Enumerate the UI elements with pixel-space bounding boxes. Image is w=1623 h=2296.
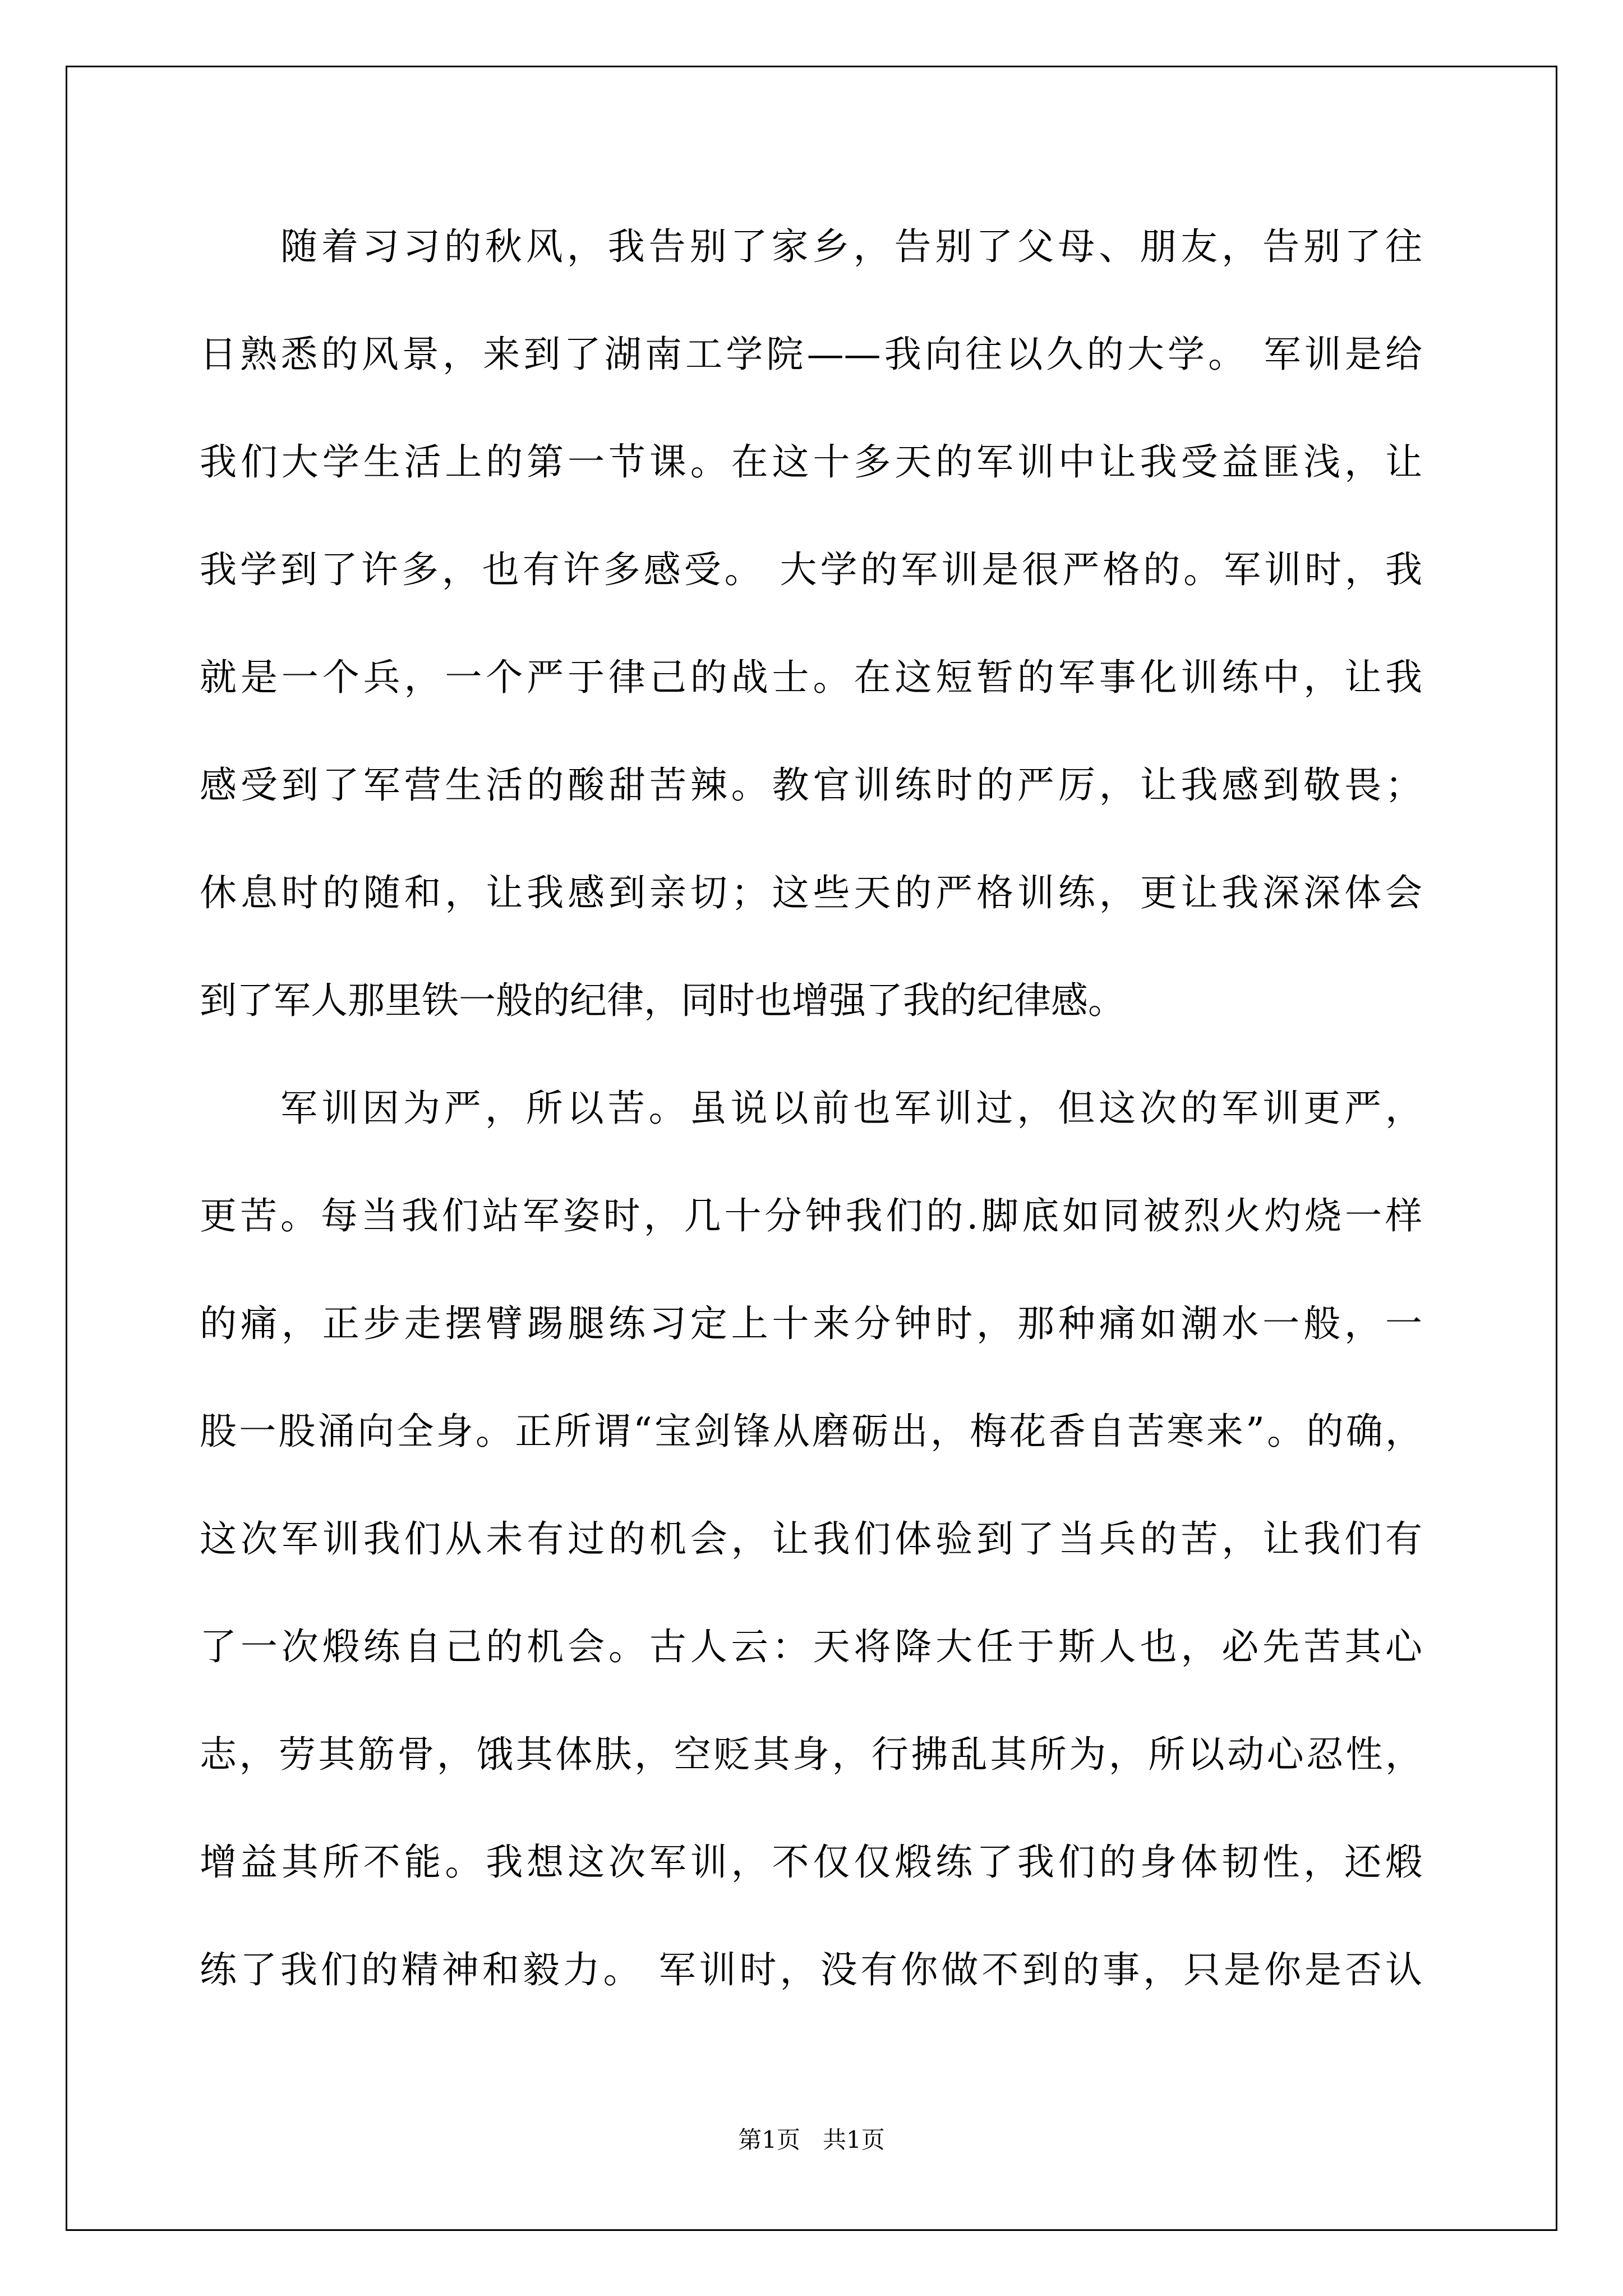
text-line: 就是一个兵，一个严于律己的战士。在这短暂的军事化训练中，让我 xyxy=(200,656,1422,699)
text-line: 我学到了许多，也有许多感受。 大学的军训是很严格的。军训时，我 xyxy=(200,548,1422,591)
text-line: 股一股涌向全身。正所谓“宝剑锋从磨砺出，梅花香自苦寒来”。的确， xyxy=(200,1410,1422,1453)
text-line: 更苦。每当我们站军姿时，几十分钟我们的.脚底如同被烈火灼烧一样 xyxy=(200,1194,1422,1237)
text-line: 军训因为严，所以苦。虽说以前也军训过，但这次的军训更严， xyxy=(280,1087,1422,1130)
text-line: 这次军训我们从未有过的机会，让我们体验到了当兵的苦，让我们有 xyxy=(200,1517,1422,1561)
text-line: 随着习习的秋风，我告别了家乡，告别了父母、朋友，告别了往 xyxy=(280,225,1422,268)
page-footer: 第1页 共1页 xyxy=(738,2126,885,2154)
page-frame xyxy=(66,66,1557,2231)
text-line: 练了我们的精神和毅力。 军训时，没有你做不到的事，只是你是否认 xyxy=(200,1948,1422,1991)
text-line: 感受到了军营生活的酸甜苦辣。教官训练时的严厉，让我感到敬畏； xyxy=(200,763,1422,807)
text-line: 休息时的随和，让我感到亲切；这些天的严格训练，更让我深深体会 xyxy=(200,871,1422,914)
text-line: 的痛，正步走摆臂踢腿练习定上十来分钟时，那种痛如潮水一般，一 xyxy=(200,1302,1422,1345)
text-line: 志，劳其筋骨，饿其体肤，空贬其身，行拂乱其所为，所以动心忍性， xyxy=(200,1733,1422,1776)
text-line: 我们大学生活上的第一节课。在这十多天的军训中让我受益匪浅，让 xyxy=(200,440,1422,484)
text-line: 到了军人那里铁一般的纪律，同时也增强了我的纪律感。 xyxy=(200,979,1125,1022)
text-line: 日熟悉的风景，来到了湖南工学院——我向往以久的大学。 军训是给 xyxy=(200,333,1422,376)
text-line: 了一次煅练自己的机会。古人云：天将降大任于斯人也，必先苦其心 xyxy=(200,1625,1422,1668)
text-line: 增益其所不能。我想这次军训，不仅仅煅练了我们的身体韧性，还煅 xyxy=(200,1841,1422,1884)
